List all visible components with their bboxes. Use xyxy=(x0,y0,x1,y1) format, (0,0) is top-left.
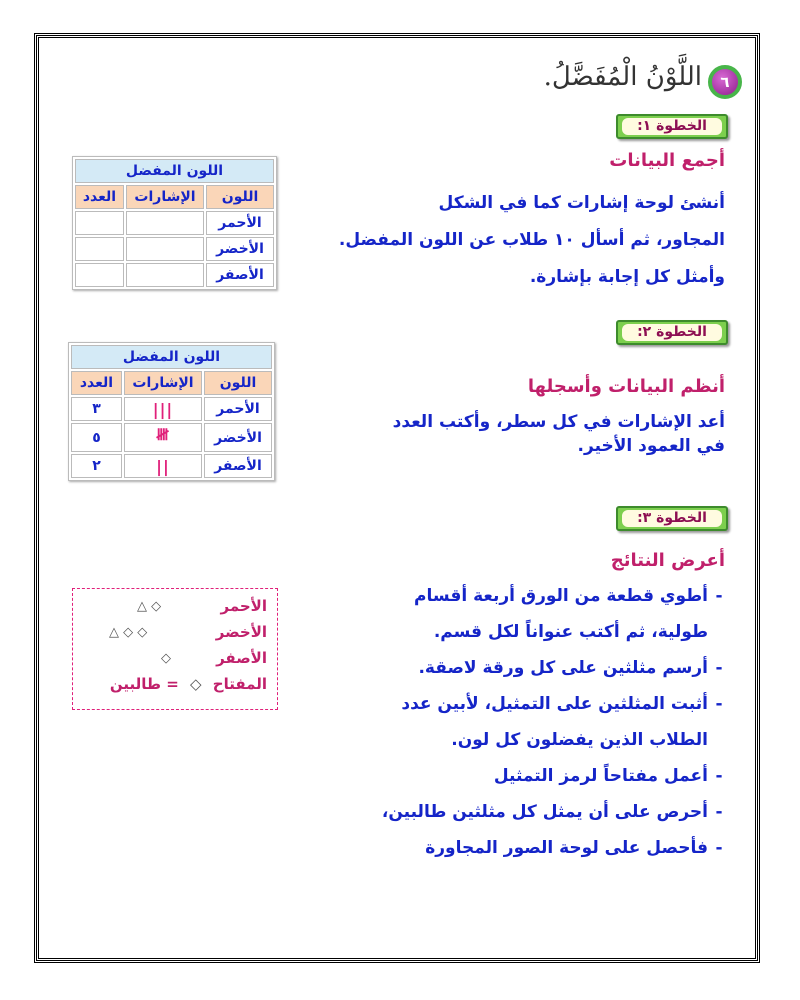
pictograph-key xyxy=(110,675,267,693)
tally-marks: || xyxy=(124,454,202,478)
table-row: الأصفر xyxy=(75,263,274,287)
tally-table-empty xyxy=(72,156,277,290)
section-number-badge: ٦ xyxy=(708,65,742,99)
table-row: الأخضر xyxy=(75,237,274,261)
list-item: -أثبت المثلثين على التمثيل، لأبين عدد xyxy=(401,694,723,714)
step-1-label: الخطوة ١: xyxy=(616,114,728,139)
pictograph xyxy=(72,588,278,710)
key-value: = طالبين xyxy=(109,675,179,693)
list-item: -أطوي قطعة من الورق أربعة أقسام xyxy=(414,586,723,606)
table-title: اللون المفضل xyxy=(75,159,274,183)
list-item: طولية، ثم أكتب عنواناً لكل قسم. xyxy=(433,622,708,642)
triangle-icon: △ ◇ xyxy=(137,599,162,614)
step-1-heading: أجمع البيانات xyxy=(609,150,725,171)
header-color: اللون xyxy=(206,185,274,209)
list-item: الطلاب الذين يفضلون كل لون. xyxy=(451,730,708,750)
table-row: الأخضر 𝍸 ٥ xyxy=(71,423,272,452)
list-item: -أحرص على أن يمثل كل مثلثين طالبين، xyxy=(381,802,723,822)
tally-marks: 𝍸 xyxy=(124,423,202,452)
list-item: -فأحصل على لوحة الصور المجاورة xyxy=(425,838,723,858)
triangle-icon: ◇ xyxy=(161,651,171,666)
pictograph-row-red: الأحمر xyxy=(220,597,267,615)
pictograph-row-green: الأخضر xyxy=(215,623,267,641)
header-tally: الإشارات xyxy=(126,185,204,209)
header-count: العدد xyxy=(75,185,124,209)
triangle-icon: △ ◇ ◇ xyxy=(109,625,148,640)
tally-table-filled xyxy=(68,342,275,481)
list-item: -أرسم مثلثين على كل ورقة لاصقة. xyxy=(418,658,723,678)
tally-marks: ||| xyxy=(124,397,202,421)
step-3-heading: أعرض النتائج xyxy=(610,550,725,571)
table-title: اللون المفضل xyxy=(71,345,272,369)
header-color: اللون xyxy=(204,371,272,395)
key-label: المفتاح xyxy=(212,675,267,693)
table-row: الأصفر || ٢ xyxy=(71,454,272,478)
table-row: الأحمر ||| ٣ xyxy=(71,397,272,421)
pictograph-row-yellow: الأصفر xyxy=(216,649,267,667)
page-title: اللَّوْنُ الْمُفَضَّلُ. xyxy=(543,62,702,92)
step-2-text: أعد الإشارات في كل سطر، وأكتب العدد في العمود الأخير. xyxy=(392,412,725,456)
step-3-label: الخطوة ٣: xyxy=(616,506,728,531)
table-row: الأحمر xyxy=(75,211,274,235)
header-count: العدد xyxy=(71,371,122,395)
triangle-pair-icon: ◇ xyxy=(190,675,202,693)
header-tally: الإشارات xyxy=(124,371,202,395)
step-1-text: أنشئ لوحة إشارات كما في الشكل المجاور، ثم أسأل ١٠ طلاب عن اللون المفضل. وأمثل كل إجابة بإشارة. xyxy=(338,193,725,287)
step-2-label: الخطوة ٢: xyxy=(616,320,728,345)
step-2-heading: أنظم البيانات وأسجلها xyxy=(527,376,725,397)
list-item: -أعمل مفتاحاً لرمز التمثيل xyxy=(493,766,723,786)
